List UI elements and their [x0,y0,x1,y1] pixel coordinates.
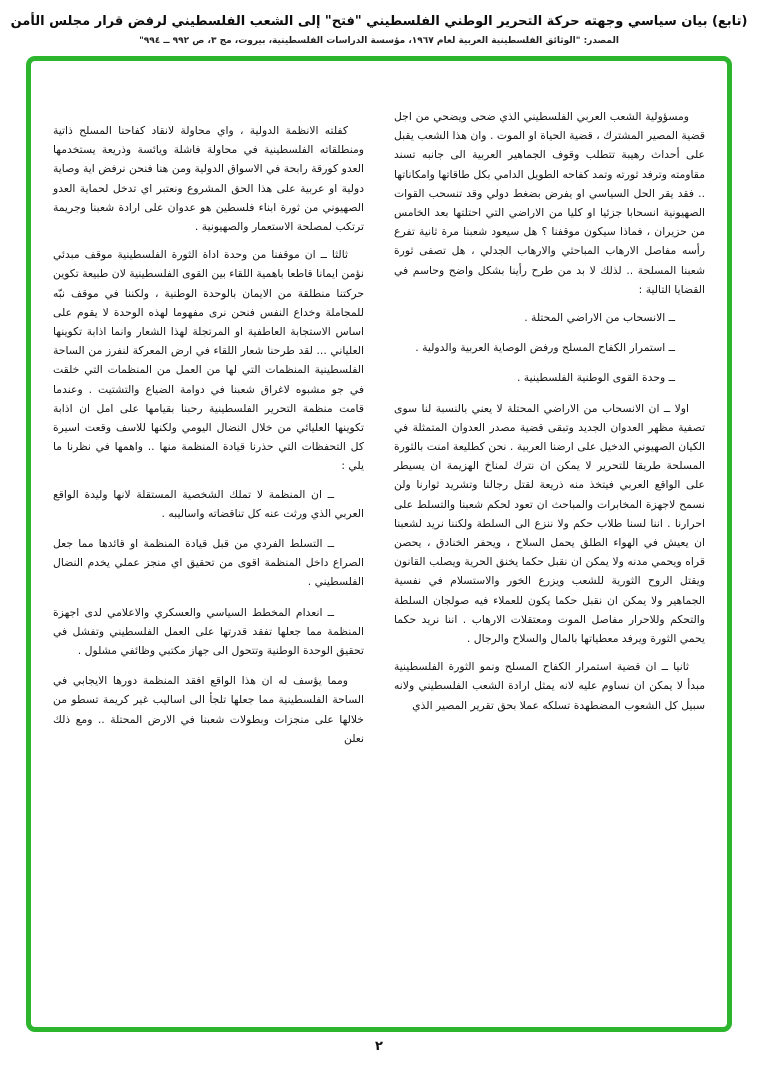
green-border-frame [26,56,732,1032]
column-left [53,107,364,1009]
list-item: ــ التسلط الفردي من قبل قيادة المنظمة او قائدها مما جعل الصراع داخل المنظمة اقوى من تحقيق اي منجز عملي يخدم النضال الفلسطيني . [53,537,364,589]
list-item: ــ استمرار الكفاح المسلح ورفض الوصاية العربية والدولية . [415,341,675,355]
paragraph: ومما يؤسف له ان هذا الواقع افقد المنظمة دورها الايجابي في الساحة الفلسطينية مما جعلها تلجأ الى اساليب غير كريمة تسطو من خلالها على منجزات وبطولات شعبنا في الارض المحتلة .. ومع ذلك نعلن [53,674,364,745]
paragraph: ثانيا ــ ان قضية استمرار الكفاح المسلح ونمو الثورة الفلسطينية مبدأ لا يمكن ان نساوم عليه لانه يمثل ارادة الشعب الفلسطيني ولانه سبيل كل الشعوب المضطهدة تسلكه عملا بحق تقرير المصير الذي [394,660,705,712]
page-number: ٢ [375,1039,383,1054]
paragraph: اولا ــ ان الانسحاب من الاراضي المحتلة لا يعني بالنسبة لنا سوى تصفية مظهر العدوان الجديد وتبقى قضية مصدر العدوان المتمثلة في الكيان الصهيوني الدخيل على ارضنا العربية . نحن كطليعة امنت بالثورة المسلحة طريقا للتحرير لا يمكن ان نترك لمناخ الهزيمة ان يسيطر على الواقع العربي فيتخذ منه ذريعة لقتل رجالنا وتشريد ثوارنا ولن نسمح لاجهزة المخابرات والمباحث ان تعود لحكم شعبنا والتسلط على احرارنا . اننا لسنا طلاب حكم ولا ننزع الى السلطة ولكننا نريد لشعبنا ان يعيش في الهواء الطلق يحمل السلاح ، ويحفر الخنادق ، يحصن قراه ويحمي مدنه ولا يمكن ان نقبل حكما يخنق الحرية ويصلب القانون ويقتل الروح الثورية للشعب ويزرع الخور والاستسلام في نفسية الجماهير ولا يمكن ان نقبل حكما يكون للعملاء فيه صولجان السلطة والتحكم وللاحرار مفاصل الموت ومعتقلات الارهاب . اننا نريد حكما يحمي الثورة ويرفد معطياتها بالمال والسلاح والرجال . [394,401,705,646]
paragraph: ومسؤولية الشعب العربي الفلسطيني الذي ضحى ويضحي من اجل قضية المصير المشترك ، قضية الحياة او الموت . وان هذا الشعب يقبل على أحداث رهيبة تتطلب وقوف الجماهير العربية الى جانبه تسند مقاومته وترفد ثورته وتمد كفاحه الطويل الدامي بكل طاقاتها وامكاناتها .. فقد يقر الحل السياسي او يفرض بضغط دولي وقد تنسحب القوات الصهيونية انسحابا جزئيا او كليا من الاراضي التي احتلتها بعد الخامس من حزيران ، فماذا سيكون موقفنا ؟ هل سيعود شعبنا مرة ثانية تفرع رأسه مفاصل الارهاب المباحثي والارهاب الجدلي ، هل تصفى ثورة شعبنا المسلحة .. لذلك لا بد من طرح رأينا بشكل واضح وحاسم في القضايا التالية : [394,110,705,296]
source-line: المصدر: "الوثائق الفلسطينية العربية لعام ١٩٦٧، مؤسسة الدراسات الفلسطينية، بيروت، مج ٣، ص ٩٩٢ ــ ٩٩٤" [139,36,619,46]
document-title: (تابع) بيان سياسي وجهته حركة التحرير الوطني الفلسطيني "فتح" إلى الشعب الفلسطيني لرفض قرار مجلس الأمن [10,14,748,29]
page-footer [0,1039,758,1054]
paragraph: ثالثا ــ ان موقفنا من وحدة اداة الثورة الفلسطينية موقف مبدئي نؤمن ايمانا قاطعا باهمية اللقاء بين القوى الفلسطينية لان طبيعة تكوين حركتنا منطلقة من الايمان بالوحدة الوطنية ، ولكننا في موقف نبّه للمجاملة وخداع النفس فنحن نرى مفهوما لهذه الوحدة لا يقوم على اساس الاستجابة العاطفية او المرتجلة لهذا الشعار وانما اذابة تكوينها العلياني ... لقد طرحنا شعار اللقاء في ارض المعركة لنفرز من الساحة الفلسطينية المنظمات التي لها من العمل من المنظمات التي خلقت في جو مشبوه لاغراق شعبنا في دوامة الضياع والتشتيت . وعندما قامت منظمة التحرير الفلسطينية رحبنا بقيامها على امل ان اذابة تكوينها العليائي من خلال النضال اليومي ولكنها للاسف وقعت اسيرة كل التحفظات التي حذرنا قيادة المنظمة منها .. واهمها في نظرنا ما يلي : [53,248,364,473]
list-item: ــ وحدة القوى الوطنية الفلسطينية . [516,371,675,385]
document-header [0,0,758,46]
text-columns [53,107,705,1009]
list-item: ــ الانسحاب من الاراضي المحتلة . [524,311,675,325]
column-right [394,107,705,1009]
paragraph: كفلته الانظمة الدولية ، واي محاولة لانقاد كفاحنا المسلح ذاتية ومنطلقاته الفلسطينية في محاولة فاشلة ويائسة وذريعة يستخدمها العدو كورقة رابحة في الاسواق الدولية ومن هنا فنحن نرفض اية وصاية دولية او عربية على هذا الحق المشروع ونعتبر اي تدخل لحماية العدو الصهيوني من ثورة ابناء فلسطين هو عدوان على ارادة شعبنا وجريمة ترتكب لمصلحة الاستعمار والصهيونية . [53,124,364,234]
list-item: ــ انعدام المخطط السياسي والعسكري والاعلامي لدى اجهزة المنظمة مما جعلها تفقد قدرتها على العمل الفلسطيني وتفشل في تحقيق الوحدة الوطنية وتتحول الى جهاز مكتبي وظائفي مشلول . [53,605,364,658]
list-item: ــ ان المنظمة لا تملك الشخصية المستقلة لانها وليدة الواقع العربي الذي ورثت عنه كل تناقضاته واساليبه . [53,487,364,520]
